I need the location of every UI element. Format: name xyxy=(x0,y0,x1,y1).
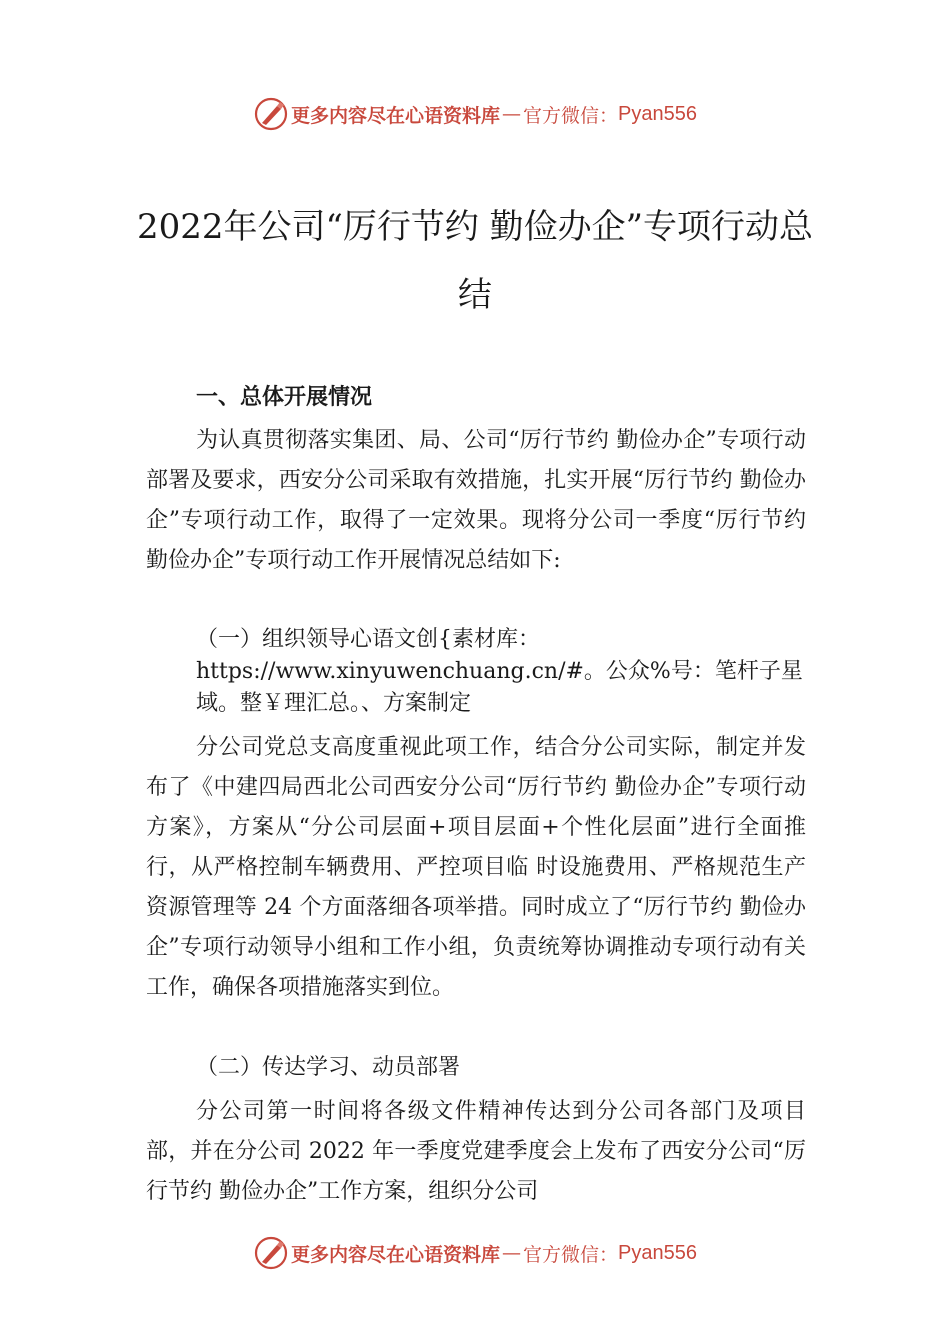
intro-paragraph: 为认真贯彻落实集团、局、公司“厉行节约 勤俭办企”专项行动部署及要求，西安分公司采取有效措施，扎实开展“厉行节约 勤俭办企”专项行动工作，取得了一定效果。现将分公司一季度“厉行节约 勤俭办企”专项行动工作开展情况总结如下: xyxy=(146,428,806,573)
banner-separator: — xyxy=(502,1242,522,1264)
banner-wechat-handle: Pyan556 xyxy=(618,102,697,125)
brand-logo-icon xyxy=(253,1235,289,1271)
brand-logo-icon xyxy=(253,96,289,132)
banner-wechat-label: 官方微信： xyxy=(523,104,619,127)
document-title: 2022年公司“厉行节约 勤俭办企”专项行动总结 xyxy=(136,207,814,315)
header-watermark-banner xyxy=(0,94,950,134)
subsection-1-heading: （一）组织领导心语文创{素材库：https://www.xinyuwenchuang.cn/#。公众%号：笔杆子星域。整￥理汇总。、方案制定 xyxy=(196,627,803,716)
subsection-2-heading: （二）传达学习、动员部署 xyxy=(196,1055,461,1080)
subsection-2-body: 分公司第一时间将各级文件精神传达到分公司各部门及项目部，并在分公司 2022 年一季度党建季度会上发布了西安分公司“厉行节约 勤俭办企”工作方案，组织分公司 xyxy=(146,1099,806,1204)
footer-watermark-banner xyxy=(0,1233,950,1273)
banner-brand-text: 更多内容尽在心语资料库 xyxy=(291,1243,501,1266)
banner-wechat-label: 官方微信： xyxy=(523,1243,619,1266)
section-heading: 一、总体开展情况 xyxy=(196,385,373,410)
banner-separator: — xyxy=(502,103,522,125)
banner-wechat-handle: Pyan556 xyxy=(618,1241,697,1264)
subsection-1-body: 分公司党总支高度重视此项工作，结合分公司实际，制定并发布了《中建四局西北公司西安分公司“厉行节约 勤俭办企”专项行动方案》，方案从“分公司层面+项目层面+个性化层面”进行全面推行，从严格控制车辆费用、严控项目临 时设施费用、严格规范生产资源管理等 24 个方面落细各项举措。同时成立了“厉行节约 勤俭办企”专项行动领导小组和工作小组，负责统筹协调推动专项行动有关工作，确保各项措施落实到位。 xyxy=(146,735,806,1000)
banner-brand-text: 更多内容尽在心语资料库 xyxy=(291,104,501,127)
